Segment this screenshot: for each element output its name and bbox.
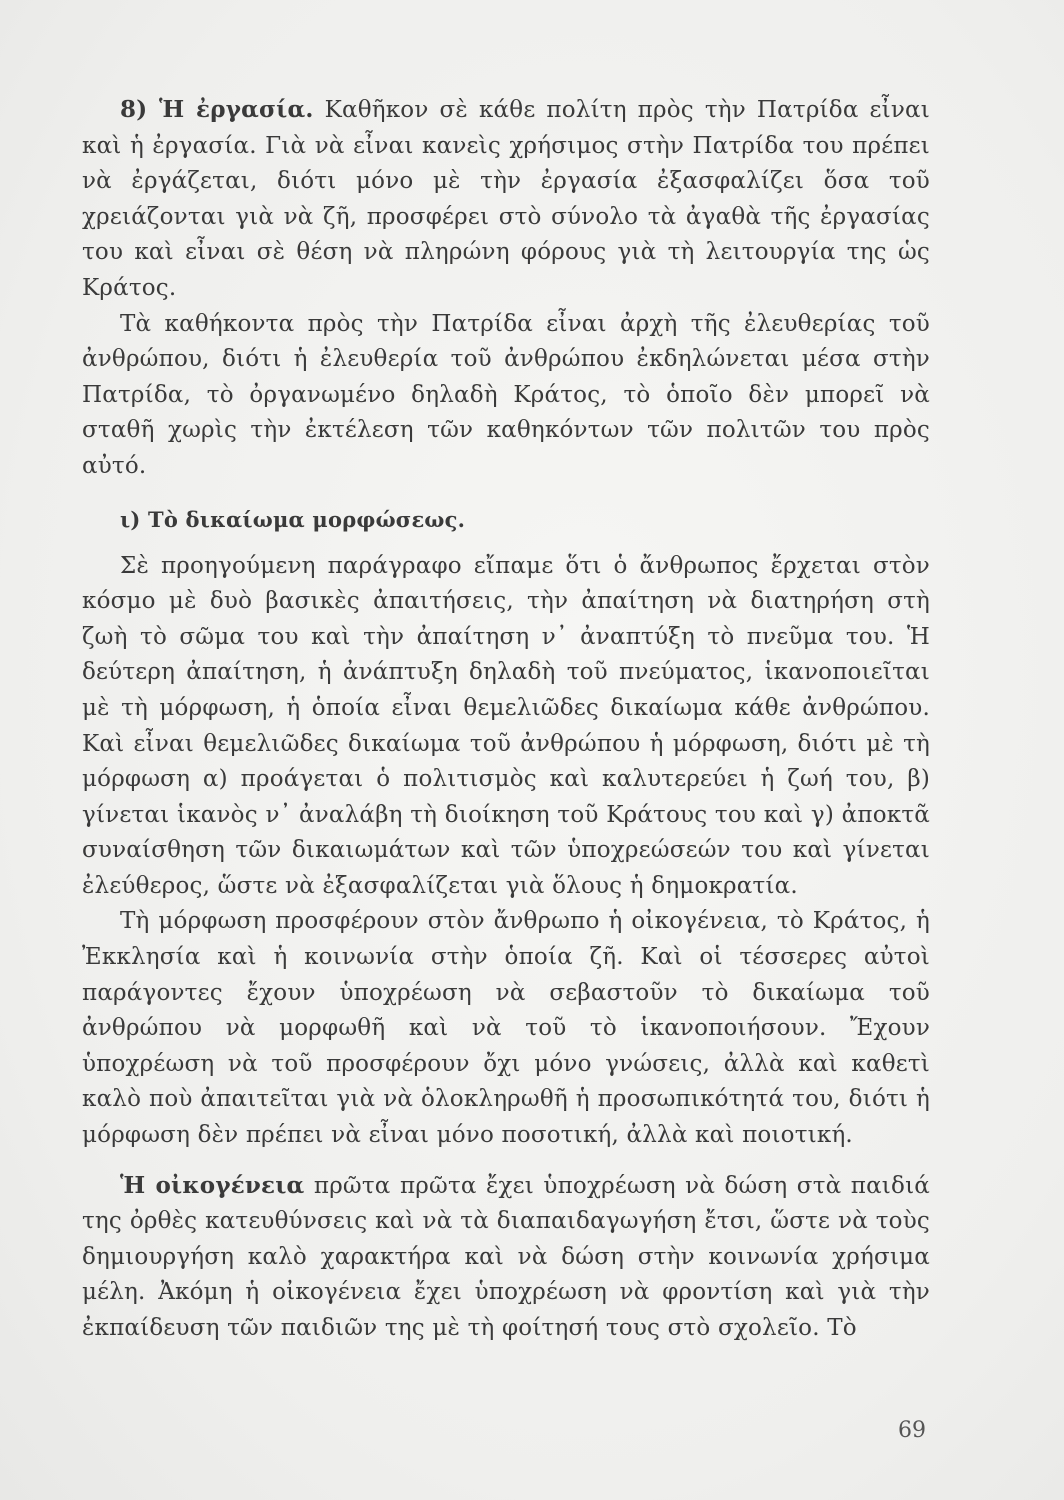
section-8-body: Καθῆκον σὲ κάθε πολίτη πρὸς τὴν Πατρίδα εἶναι καὶ ἡ ἐργασία. Γιὰ νὰ εἶναι κανεὶς χρήσιμος στὴν Πατρίδα του πρέπει νὰ ἐργάζεται, διότι μόνο μὲ τὴν ἐργασία ἐξασφαλίζει ὅσα τοῦ χρειάζονται γιὰ νὰ ζῆ, προσφέρει στὸ σύνολο τὰ ἀγαθὰ τῆς ἐργασίας του καὶ εἶναι σὲ θέση νὰ πληρώνη φόρους γιὰ τὴ λειτουργία της ὡς Κράτος. [82,97,931,301]
section-8-lead: 8) Ἡ ἐργασία. [120,96,314,123]
family-body: πρῶτα πρῶτα ἔχει ὑποχρέωση νὰ δώση στὰ παιδιά της ὀρθὲς κατευθύνσεις καὶ νὰ τὰ διαπαιδαγωγήση ἔτσι, ὥστε νὰ τοὺς δημιουργήση καλὸ χαρακτήρα καὶ νὰ δώση στὴν κοινωνία χρήσιμα μέλη. Ἀκόμη ἡ οἰκογένεια ἔχει ὑποχρέωση νὰ φροντίση καὶ γιὰ τὴν ἐκπαίδευση τῶν παιδιῶν της μὲ τὴ φοίτησή τους στὸ σχολεῖο. Τὸ [82,1172,931,1341]
section-heading-iota: ι) Τὸ δικαίωμα μορφώσεως. [120,506,466,532]
page-number: 69 [898,1418,926,1443]
section-8-paragraph [82,92,930,307]
page-body [82,92,930,1347]
education-paragraph-1: Σὲ προηγούμενη παράγραφο εἴπαμε ὅτι ὁ ἄνθρωπος ἔρχεται στὸν κόσμο μὲ δυὸ βασικὲς ἀπαιτήσεις, τὴν ἀπαίτηση νὰ διατηρήση στὴ ζωὴ τὸ σῶμα του καὶ τὴν ἀπαίτηση ν᾿ ἀναπτύξη τὸ πνεῦμα του. Ἡ δεύτερη ἀπαίτηση, ἡ ἀνάπτυξη δηλαδὴ τοῦ πνεύματος, ἱκανοποιεῖται μὲ τὴ μόρφωση, ἡ ὁποία εἶναι θεμελιῶδες δικαίωμα κάθε ἀνθρώπου. Καὶ εἶναι θεμελιῶδες δικαίωμα τοῦ ἀνθρώπου ἡ μόρφωση, διότι μὲ τὴ μόρφωση α) προάγεται ὁ πολιτισμὸς καὶ καλυτερεύει ἡ ζωή του, β) γίνεται ἱκανὸς ν᾿ ἀναλάβη τὴ διοίκηση τοῦ Κράτους του καὶ γ) ἀποκτᾶ συναίσθηση τῶν δικαιωμάτων καὶ τῶν ὑποχρεώσεών του καὶ γίνεται ἐλεύθερος, ὥστε νὰ ἐξασφαλίζεται γιὰ ὅλους ἡ δημοκρατία. [82,552,930,899]
family-paragraph [82,1168,930,1347]
education-paragraph-2: Τὴ μόρφωση προσφέρουν στὸν ἄνθρωπο ἡ οἰκογένεια, τὸ Κράτος, ἡ Ἐκκλησία καὶ ἡ κοινωνία στὴν ὁποία ζῆ. Καὶ οἱ τέσσερες αὐτοὶ παράγοντες ἔχουν ὑποχρέωση νὰ σεβαστοῦν τὸ δικαίωμα τοῦ ἀνθρώπου νὰ μορφωθῆ καὶ νὰ τοῦ τὸ ἱκανοποιήσουν. Ἔχουν ὑποχρέωση νὰ τοῦ προσφέρουν ὄχι μόνο γνώσεις, ἀλλὰ καὶ καθετὶ καλὸ ποὺ ἀπαιτεῖται γιὰ νὰ ὁλοκληρωθῆ ἡ προσωπικότητά του, διότι ἡ μόρφωση δὲν πρέπει νὰ εἶναι μόνο ποσοτική, ἀλλὰ καὶ ποιοτική. [82,908,930,1149]
duties-paragraph: Τὰ καθήκοντα πρὸς τὴν Πατρίδα εἶναι ἀρχὴ τῆς ἐλευθερίας τοῦ ἀνθρώπου, διότι ἡ ἐλευθερία τοῦ ἀνθρώπου ἐκδηλώνεται μέσα στὴν Πατρίδα, τὸ ὀργανωμένο δηλαδὴ Κράτος, τὸ ὁποῖο δὲν μπορεῖ νὰ σταθῆ χωρὶς τὴν ἐκτέλεση τῶν καθηκόντων τῶν πολιτῶν του πρὸς αὐτό. [82,310,930,479]
family-lead: Ἡ οἰκογένεια [120,1171,305,1199]
